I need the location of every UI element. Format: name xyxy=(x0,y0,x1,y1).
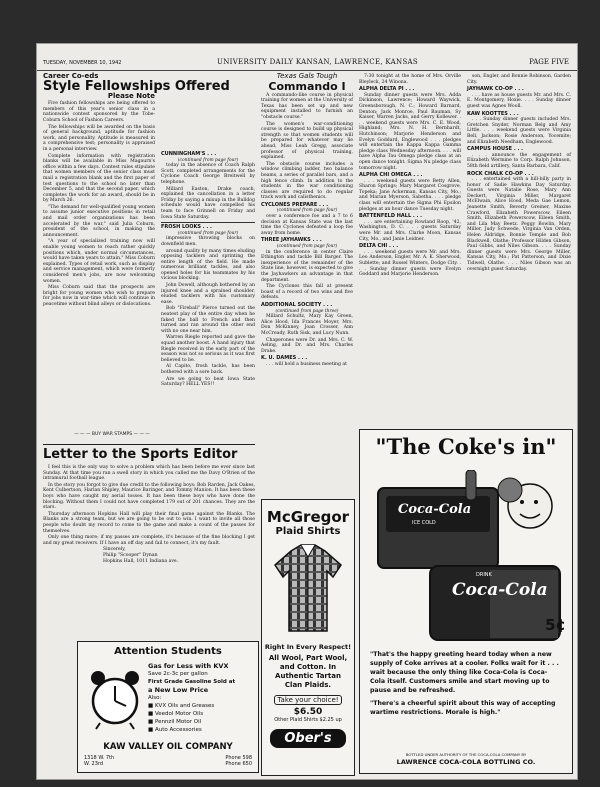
mcgregor-price: $6.50 xyxy=(293,707,323,717)
commando-para: The obstacle course includes a window climbing ladder, two balance beams, a series of parallel bars, and a high fence climb. In addition to the students in the war conditioning classes are required to do regular track work and calisthenics. xyxy=(261,161,353,201)
commando-headline: Commando I xyxy=(268,79,346,93)
society-head: ALPHA DELTA PI . . . xyxy=(359,86,415,93)
cyclones-para: over a conference foe and a 7 to 6 decision at Kansas State was the last time the Cyclones defeated a loop foe away from home. xyxy=(261,214,353,236)
frosh-para: around quality by many times eluding opposing tacklers and sprinting the entire length of the field. He made numerous brilliant tackles, and also opened holes for his teammates by his vicious blocking. xyxy=(161,248,255,282)
society-column-right xyxy=(467,74,571,419)
coke-drink-label: DRINK xyxy=(476,572,492,578)
coke-price: 5¢ xyxy=(545,616,566,634)
frosh-para: Are we going to beat Iowa State Saturday? HELL YES!! xyxy=(161,376,255,388)
commando-kicker: Texas Gals Tough xyxy=(276,72,338,80)
jayhawks-head: THREE JAYHAWKS . . . xyxy=(261,237,322,244)
kaw-address: W. 23rd xyxy=(84,761,104,767)
society-text: . . . entertained with a hill-billy party in honor of Sadie Hawkins Day Saturday. Guests were Natalie Rose, Mary Ann Deckert, Virginia Miller, Margaret McElwain, Alice Hood, Meda Gae Lemon, Jeanette Smith, Beverly Greiner, Maxine Crawford, Elizabeth Powerscow, Eileen Smith, Elizabeth Powerscow, Eileen Smith, and Lila May Beetz. Peggy Bowlin, Mary Miller, Judy Schwede, Virginia Van Orden, Helen Aldridge, Bonnie Temple and Bob Blackwell, Olathe; Professor Hilden Gibson, Paul Gibbs, and Niles Gibson. . . . Sunday dinner guests were Mrs. George Miller, Kansas City, Mo.; Pat Patterson, and Dixie Tidwell, Olathe. . . . Niles Gibson was an overnight guest Saturday. xyxy=(467,177,571,272)
mcgregor-other: Other Plaid Shirts $2.25 up xyxy=(274,717,342,723)
frosh-para: Warren Riegle reported and gave the squad another boost. A hand injury that Riegle received in the early part of the season was not so serious as it was first believed to be. xyxy=(161,335,255,363)
kaw-headline: Attention Students xyxy=(114,646,222,657)
cyclones-head: CYCLONES PREPARE . . . xyxy=(261,201,329,208)
letter-para: In the story you forgot to give due credit to the following boys: Bob Rarden, Jack Oakes, Kent Culbertson, Harlan Shipley, Maurice Baringer, and Tommy Manion. It has been these boys who have caught my aerial tosses. It has been these boys who have done the blocking. Without them I could not have completed 179 out of 201 chances. They are the stars. xyxy=(43,482,255,511)
coke-headline: "The Coke's in" xyxy=(375,434,557,459)
commando-para: A commando-like course in physical training for women at the University of Texas has been set up and new equipment installed to furnish an "obstacle course." xyxy=(261,92,353,120)
society-column xyxy=(359,74,461,424)
mcgregor-ad xyxy=(261,499,355,776)
kaw-phone: Phone 650 xyxy=(225,761,252,767)
fellowship-para: "The demand for well-qualified young women to assume junior executive positions in retail and mail order organizations has been accelerated by the war," said Julia Coburn, president of the school, in making the announcement. xyxy=(43,204,155,238)
society-lead: son, Engler, and Bonnie Robinson, Garden City. xyxy=(467,74,571,85)
fellowship-headline: Style Fellowships Offered xyxy=(43,78,230,94)
society-text: . . . weekend guests were Mr. and Mrs. Leo Anderson, Engler, Mr. A. K. Sherwood, Sublette; and Russel Winters, Dodge City. . . . Sunday dinner guests were Evelyn Goddard and Marjorie Henderson. xyxy=(359,249,461,278)
letter-headline: Letter to the Sports Editor xyxy=(43,444,255,465)
kaw-valley-ad xyxy=(77,641,259,773)
coke-bottler-line: BOTTLED UNDER AUTHORITY OF THE COCA-COLA COMPANY BY xyxy=(405,752,527,757)
commando-para: The women's war-conditioning course is designed to build up physical strength so that women students will be prepared for whatever may lie ahead, Miss Leah Gregg, associate professor of physical training, explained. xyxy=(261,121,353,161)
kaw-item: ■ Pennzil Motor Oil xyxy=(148,719,202,725)
coke-copy: "That's the happy greeting heard today when a new supply of Coke arrives at a cooler. Folks wait for it . . . wait because the only thing like Coca-Cola is Coca-Cola itself. Customers smile and start moving up to pause and be refreshed. xyxy=(370,651,559,694)
cooler-logo: Coca-Cola xyxy=(398,502,472,517)
society-head: KAW KOOTTES . . . xyxy=(467,110,519,117)
society-head: DELTA CHI . . . xyxy=(359,243,399,250)
kaw-item: ■ Auto Accessories xyxy=(148,727,202,733)
frosh-sub: (continued from page four) xyxy=(177,230,239,236)
kaw-first: First Grade Gasoline Sold at xyxy=(148,679,236,685)
mcgregor-tagline: Right In Every Respect! xyxy=(264,643,352,651)
social-para: Chaperones were Dr. and Mrs. C. W. Aeling, and Dr. and Mrs. Charles Drake. xyxy=(261,337,353,354)
society-text: Sunday dinner guests were Mrs. Adda Dickinson, Lawrence; Howard Waywick, Greensborough, N. C.; Howard Barnard, Denton; Jack Monroe, Paul Bauman, Sy Kaiser, Warren Jacks, and Gerry Kollewer. . . . weekend guests were Mrs. C. E. Wood, Highland; Mrs. N. H. Bernhardt, Hutchinson; Marjorie Henderson and Evelyn Goddard, Englewood . . . pledges will entertain the Kappa Kappa Gamma pledge class Wednesday afternoon. . . . will have Alpha Tau Omega pledge class at an open dance tonight. Sigma Nu pledge class tomorrow night. xyxy=(359,92,461,171)
society-text: . . . Sunday dinner guests included Mrs. Gretchen Snyder, Norman Belg and Amy Little. . . . weekend guests were Virginia Bell, Jackson; Rosie Anderson, Yocemite; and Elizabeth Needham, Englewood. xyxy=(467,117,571,145)
fellowship-para: Complete information with registration blanks will be available in Miss Magaurn's office within a few days. Contest rules stipulate that women members of the senior class must mail a registration blank and the first paper of test questions to the school no later than December 5, and that the second paper, which completes the work for an award, should be in by March 26. xyxy=(43,153,155,204)
mcgregor-brand: McGregor xyxy=(266,508,350,526)
society-text: . . . have as house guests Mr. and Mrs. C. E. Montgomery, Hoxie. . . . Sunday dinner guest was Agnes Wooll. xyxy=(467,92,571,109)
letter-address: Hopkins Hall, 1011 Indiana ave. xyxy=(103,558,179,564)
commando-column xyxy=(261,74,353,494)
frosh-para: Al Capito, frosh tackle, has been bothered with a sore back. xyxy=(161,364,255,375)
kaw-item: ■ Veedol Motor Oils xyxy=(148,711,204,717)
letter-para: Thursday afternoon Hopkins Hall will play their final game against the Blanks. The Blanks are a strong team, but we are going to be out to win. I want to invite all those people who doubt my record to come to the game and make a count of the passes for themselves. xyxy=(43,511,255,534)
kaw-phone: Phone 598 xyxy=(225,755,252,761)
letter-para: I feel this is the only way to solve a problem which has been before me ever since last Sunday. At that time you ran a swell story in which you called me the Davy O'Brien of the intramural football league. xyxy=(43,465,255,482)
letter-article xyxy=(43,444,255,634)
kdames-head: K. U. DAMES . . . xyxy=(261,355,308,362)
newspaper-page xyxy=(37,44,577,779)
jayhawks-sub: (continued from page four) xyxy=(276,244,338,250)
issue-date: TUESDAY, NOVEMBER 10, 1942 xyxy=(43,60,122,66)
coca-cola-ad xyxy=(359,429,573,774)
frosh-para: impressive throwing blocks on downfield men. xyxy=(161,236,255,247)
alarm-clock-icon xyxy=(86,668,144,730)
cyclones-sub: (continued from page four) xyxy=(276,208,338,214)
social-para: Millard Schultz, Mary Kay Green, Alice Hood, Ida Frances Moyer, Mrs. Don McKinney, Joan Crosser, Ann McCready, Ruth Sisk, and Lucy Nunn. xyxy=(261,314,353,336)
cunningham-sub: (continued from page four) xyxy=(177,157,239,163)
masthead xyxy=(37,58,577,71)
society-lead: 7:30 tonight at the home of Mrs. Orville Bleyleck, 24 Winona. xyxy=(359,74,461,85)
society-head: BATTENFELD HALL . . . xyxy=(359,213,423,220)
cunningham-para: Millard Easton, Drake coach, explained the cancellation in a letter Friday by saying a mixup in the Bulldog schedule would have compelled his team to face Grinnell on Friday and Iowa State Saturday. xyxy=(161,186,255,220)
jayhawks-para: in the conference in center Claire Ethington and tackle Bill Barger. The inexperience of the remainder of the State line, however, is expected to give the Jayhawkers an advantage in that department. xyxy=(261,249,353,283)
coke-logo: Coca-Cola xyxy=(452,580,548,600)
kaw-item: ■ KVX Oils and Greases xyxy=(148,703,215,709)
mcgregor-product: Plaid Shirts xyxy=(275,526,341,537)
fellowship-para: "A year of specialized training now will enable young women to reach rather quickly positions which, under normal circumstances, would have taken years to attain." Miss Coburn explained. Types of retail work, such as display and service management, which were formerly considered men's jobs, are now welcoming women. xyxy=(43,239,155,284)
letter-para: Only one thing more; if my passes are complete, it's because of the fine blocking I get and my great receivers. If I have an off day and fail to connect, it's my fault. xyxy=(43,535,255,546)
society-head: CAMPUS HOUSE . . . xyxy=(467,146,524,153)
coke-copy: "There's a cheerful spirit about this way of accepting wartime restrictions. Morale is high." xyxy=(370,700,556,716)
cooler-sub: ICE COLD xyxy=(412,520,436,526)
page-number: PAGE FIVE xyxy=(529,58,569,66)
coke-cooler-illustration xyxy=(370,470,566,642)
coke-bottler: LAWRENCE COCA-COLA BOTTLING CO. xyxy=(396,758,536,766)
social-sub: (continued from page three) xyxy=(275,308,339,314)
fellowship-tag: Please Note xyxy=(107,91,155,100)
fellowship-para: Five fashion fellowships are being offered to members of this year's senior class in a nationwide contest sponsored by the Tobe-Coburn School of Fashion Careers. xyxy=(43,101,155,123)
society-text: . . . are entertaining Rowland Roop, '42, Washington, D. C. . . . guests Saturday were Mr. and Mrs. Clarke Moon, Kansas City, Mo., and Janie Leidner. xyxy=(359,219,461,242)
fellowship-para: Miss Coburn said that the prospects are bright for young women who wish to prepare for jobs now in war-time which will continue in peacetime without blind alleys or dislocations. xyxy=(43,285,155,307)
sports-briefs-column xyxy=(161,150,255,440)
letter-signoff: Sincerely, xyxy=(103,547,126,553)
mcgregor-body: All Wool, Part Wool, and Cotton. In Authentic Tartan Clan Plaids. xyxy=(268,654,348,689)
plaid-shirt-icon xyxy=(273,543,343,633)
frosh-head: FROSH LOOKS . . . xyxy=(161,224,212,231)
paper-name: UNIVERSITY DAILY KANSAN, LAWRENCE, KANSAS xyxy=(217,58,418,66)
cunningham-head: CUNNINGHAM'S . . . xyxy=(161,151,217,157)
mcgregor-ask: Take your choice! xyxy=(274,695,342,705)
society-head: JAYHAWK CO-OP . . . xyxy=(467,86,524,93)
obers-logo: Ober's xyxy=(270,729,346,748)
fellowship-para: The fellowships will be awarded on the basis of general background, aptitude for fashion work, and personality. Aptitude is measured in a comprehensive test; personality is appraised in a personal interview. xyxy=(43,124,155,152)
kaw-company: KAW VALLEY OIL COMPANY xyxy=(103,742,233,752)
letter-signature: Philip "Scooper" Dynan xyxy=(103,552,158,558)
society-head: ALPHA CHI OMEGA . . . xyxy=(359,172,423,179)
frosh-para: Bob "Fireball" Pierce turned out the neatest play of the entire day when he faked the ball to French and then turned and ran around the other end with no one near him. xyxy=(161,306,255,334)
society-head: ROCK CHALK CO-OP . . . xyxy=(467,170,534,177)
frosh-para: John Dowell, although bothered by an injured knee and a sprained shoulder, eluded tacklers with his customary ease. xyxy=(161,283,255,305)
kdames-text: . . . will hold a business meeting at xyxy=(266,361,347,367)
society-text: . . . weekend guests were Betty Allen, Sharon Springs; Mary Margaret Cosgrove, Topeka; Jane Ackerman, Kansas City, Mo.; and Marian Myerson, Sabetha. . . . pledge class will entertain the Sigma Phi Epsilon pledges at an hour dance Tuesday night. xyxy=(359,178,461,212)
kaw-save: Save 2c-3c per gallon xyxy=(148,671,208,677)
war-stamps-footer: — — — BUY WAR STAMPS — — — xyxy=(74,432,150,437)
kaw-gas: Gas for Less with KVX xyxy=(148,662,229,670)
kaw-price: a New Low Price xyxy=(148,686,209,694)
kaw-also: Also: xyxy=(148,695,162,701)
jayhawks-para: The Cyclones this fall at present boast of a record of two wins and five defeats. xyxy=(261,284,353,301)
society-text: . . . announce the engagement of Elizabeth Wermine to Corp. Ralph Johnson, 58th field artillery, Santa Barbara, Calif. xyxy=(467,152,571,169)
fellowship-kicker: Career Co-eds xyxy=(43,72,99,80)
social-head: ADDITIONAL SOCIETY . . . xyxy=(261,301,333,308)
cunningham-para: today in the absence of Coach Ralph Scott, completed arrangements for the Cyclone Coach George Breitwell by telephone. xyxy=(161,163,255,185)
kaw-address: 1318 W. 7th xyxy=(84,755,115,761)
